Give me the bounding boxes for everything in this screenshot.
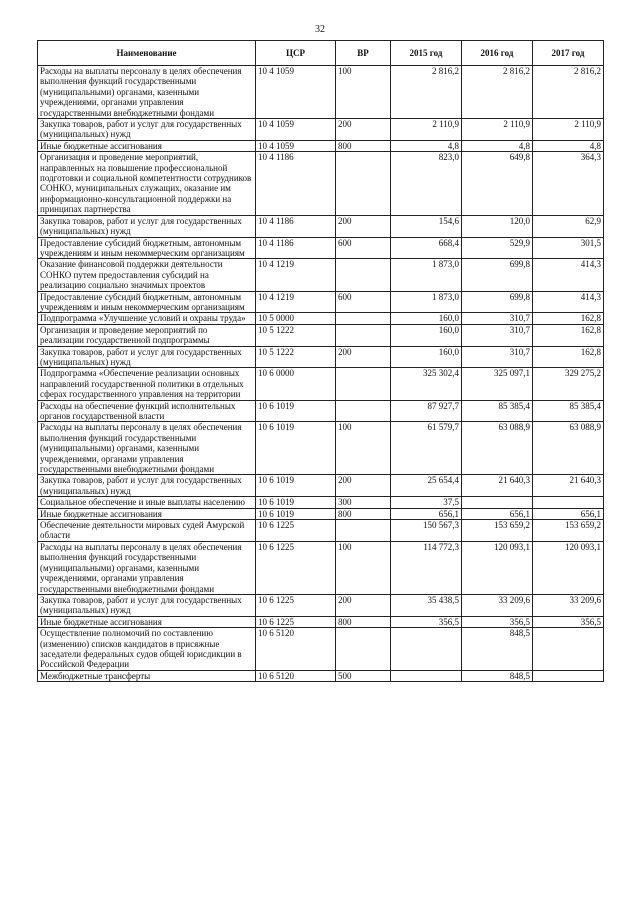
- row-2017: 85 385,4: [533, 400, 604, 422]
- budget-table: [37, 40, 604, 682]
- row-csr: 10 6 5120: [256, 670, 336, 681]
- row-2017: 364,3: [533, 152, 604, 215]
- row-name: Предоставление субсидий бюджетным, автономным учреждениям и иным некоммерческим организациям: [38, 237, 256, 259]
- row-csr: 10 6 1019: [256, 422, 336, 475]
- row-2017: 656,1: [533, 508, 604, 519]
- row-2015: 154,6: [391, 215, 462, 237]
- row-vr: 800: [336, 508, 391, 519]
- row-vr: [336, 368, 391, 400]
- row-2016: 310,7: [462, 324, 533, 346]
- row-name: Организация и проведение мероприятий по реализации государственной подпрограммы: [38, 324, 256, 346]
- header-2017: 2017 год: [533, 41, 604, 66]
- row-2015: 1 873,0: [391, 291, 462, 313]
- row-2016: 120,0: [462, 215, 533, 237]
- row-2016: 529,9: [462, 237, 533, 259]
- row-name: Закупка товаров, работ и услуг для государственных (муниципальных) нужд: [38, 475, 256, 497]
- row-vr: 100: [336, 541, 391, 594]
- row-name: Иные бюджетные ассигнования: [38, 140, 256, 151]
- row-name: Подпрограмма «Улучшение условий и охраны труда»: [38, 313, 256, 324]
- row-2017: 62,9: [533, 215, 604, 237]
- table-row: [38, 237, 604, 259]
- header-csr: ЦСР: [256, 41, 336, 66]
- row-name: Межбюджетные трансферты: [38, 670, 256, 681]
- row-csr: 10 4 1186: [256, 237, 336, 259]
- row-2017: 414,3: [533, 291, 604, 313]
- table-row: [38, 66, 604, 119]
- row-2015: 823,0: [391, 152, 462, 215]
- row-vr: 800: [336, 140, 391, 151]
- row-csr: 10 5 0000: [256, 313, 336, 324]
- row-2017: [533, 497, 604, 508]
- header-name: Наименование: [38, 41, 256, 66]
- row-2016: 21 640,3: [462, 475, 533, 497]
- row-2016: 848,5: [462, 670, 533, 681]
- row-vr: 800: [336, 616, 391, 627]
- row-vr: [336, 628, 391, 671]
- row-name: Расходы на выплаты персоналу в целях обеспечения выполнения функций государственными (муниципальными) органами, казенными учреждениями, органами управления государственными внебюджетными фондами: [38, 66, 256, 119]
- row-2016: 33 209,6: [462, 594, 533, 616]
- row-vr: 200: [336, 346, 391, 368]
- row-csr: 10 4 1186: [256, 152, 336, 215]
- row-vr: 600: [336, 291, 391, 313]
- row-2015: 160,0: [391, 313, 462, 324]
- row-vr: 600: [336, 237, 391, 259]
- row-vr: [336, 520, 391, 542]
- row-name: Закупка товаров, работ и услуг для государственных (муниципальных) нужд: [38, 119, 256, 141]
- table-row: [38, 475, 604, 497]
- row-2015: 668,4: [391, 237, 462, 259]
- row-2015: 25 654,4: [391, 475, 462, 497]
- table-row: [38, 594, 604, 616]
- table-row: [38, 291, 604, 313]
- row-2015: 160,0: [391, 346, 462, 368]
- row-2016: 2 816,2: [462, 66, 533, 119]
- table-row: [38, 520, 604, 542]
- table-body: [38, 66, 604, 682]
- row-vr: 100: [336, 422, 391, 475]
- row-csr: 10 4 1219: [256, 291, 336, 313]
- table-row: [38, 497, 604, 508]
- table-row: [38, 119, 604, 141]
- row-2015: [391, 670, 462, 681]
- row-2015: 150 567,3: [391, 520, 462, 542]
- row-2017: 120 093,1: [533, 541, 604, 594]
- row-csr: 10 6 1225: [256, 594, 336, 616]
- row-2015: 2 110,9: [391, 119, 462, 141]
- row-2016: 120 093,1: [462, 541, 533, 594]
- row-csr: 10 4 1059: [256, 119, 336, 141]
- table-row: [38, 422, 604, 475]
- row-2017: 162,8: [533, 324, 604, 346]
- header-2016: 2016 год: [462, 41, 533, 66]
- table-row: [38, 324, 604, 346]
- row-2016: [462, 497, 533, 508]
- table-row: [38, 140, 604, 151]
- row-2015: 4,8: [391, 140, 462, 151]
- row-name: Закупка товаров, работ и услуг для государственных (муниципальных) нужд: [38, 215, 256, 237]
- row-name: Оказание финансовой поддержки деятельности СОНКО путем предоставления субсидий на реализацию социально значимых проектов: [38, 259, 256, 291]
- row-csr: 10 6 1225: [256, 541, 336, 594]
- table-row: [38, 259, 604, 291]
- row-csr: 10 4 1186: [256, 215, 336, 237]
- row-2015: 1 873,0: [391, 259, 462, 291]
- row-2016: 63 088,9: [462, 422, 533, 475]
- row-2016: 356,5: [462, 616, 533, 627]
- row-csr: 10 4 1059: [256, 140, 336, 151]
- row-name: Организация и проведение мероприятий, направленных на повышение профессиональной подготовки и социальной компетентности сотрудников СОНКО, муниципальных служащих, оказание им информационно-консультационной поддержки на принципах партнерства: [38, 152, 256, 215]
- page-number: 32: [315, 24, 325, 35]
- table-row: [38, 152, 604, 215]
- row-2016: 649,8: [462, 152, 533, 215]
- row-2017: 2 110,9: [533, 119, 604, 141]
- row-vr: [336, 400, 391, 422]
- header-2015: 2015 год: [391, 41, 462, 66]
- row-name: Расходы на выплаты персоналу в целях обеспечения выполнения функций государственными (муниципальными) органами, казенными учреждениями, органами управления государственными внебюджетными фондами: [38, 422, 256, 475]
- row-vr: 100: [336, 66, 391, 119]
- table-row: [38, 670, 604, 681]
- row-name: Закупка товаров, работ и услуг для государственных (муниципальных) нужд: [38, 594, 256, 616]
- row-2017: 356,5: [533, 616, 604, 627]
- row-2016: 85 385,4: [462, 400, 533, 422]
- row-2017: 33 209,6: [533, 594, 604, 616]
- row-vr: 200: [336, 119, 391, 141]
- row-2015: 356,5: [391, 616, 462, 627]
- row-name: Расходы на выплаты персоналу в целях обеспечения выполнения функций государственными (муниципальными) органами, казенными учреждениями, органами управления государственными внебюджетными фондами: [38, 541, 256, 594]
- row-2016: 325 097,1: [462, 368, 533, 400]
- row-2017: 153 659,2: [533, 520, 604, 542]
- row-2015: 2 816,2: [391, 66, 462, 119]
- row-2016: 4,8: [462, 140, 533, 151]
- row-name: Обеспечение деятельности мировых судей Амурской области: [38, 520, 256, 542]
- row-vr: [336, 152, 391, 215]
- row-vr: [336, 313, 391, 324]
- row-vr: 200: [336, 215, 391, 237]
- row-vr: [336, 324, 391, 346]
- row-2015: 87 927,7: [391, 400, 462, 422]
- table-row: [38, 628, 604, 671]
- row-2016: 310,7: [462, 313, 533, 324]
- row-csr: 10 6 1019: [256, 400, 336, 422]
- row-name: Иные бюджетные ассигнования: [38, 616, 256, 627]
- row-2017: 301,5: [533, 237, 604, 259]
- row-2017: 414,3: [533, 259, 604, 291]
- row-2016: 656,1: [462, 508, 533, 519]
- row-csr: 10 6 0000: [256, 368, 336, 400]
- table-row: [38, 541, 604, 594]
- row-csr: 10 6 1019: [256, 508, 336, 519]
- row-2016: 310,7: [462, 346, 533, 368]
- row-2016: 699,8: [462, 291, 533, 313]
- row-2017: 162,8: [533, 346, 604, 368]
- row-vr: 200: [336, 594, 391, 616]
- row-2015: 114 772,3: [391, 541, 462, 594]
- row-csr: 10 6 1225: [256, 520, 336, 542]
- row-2017: 21 640,3: [533, 475, 604, 497]
- table-row: [38, 508, 604, 519]
- row-name: Осуществление полномочий по составлению (изменению) списков кандидатов в присяжные заседатели федеральных судов общей юрисдикции в Российской Федерации: [38, 628, 256, 671]
- row-csr: 10 4 1219: [256, 259, 336, 291]
- row-csr: 10 4 1059: [256, 66, 336, 119]
- row-2015: 656,1: [391, 508, 462, 519]
- row-2017: 63 088,9: [533, 422, 604, 475]
- row-vr: 500: [336, 670, 391, 681]
- row-2017: [533, 670, 604, 681]
- table-row: [38, 400, 604, 422]
- table-row: [38, 313, 604, 324]
- row-2015: 61 579,7: [391, 422, 462, 475]
- row-2017: 329 275,2: [533, 368, 604, 400]
- row-csr: 10 6 1019: [256, 497, 336, 508]
- row-vr: 200: [336, 475, 391, 497]
- row-2015: 35 438,5: [391, 594, 462, 616]
- row-name: Иные бюджетные ассигнования: [38, 508, 256, 519]
- row-2016: 699,8: [462, 259, 533, 291]
- row-2015: [391, 628, 462, 671]
- row-name: Предоставление субсидий бюджетным, автономным учреждениям и иным некоммерческим организациям: [38, 291, 256, 313]
- table-row: [38, 346, 604, 368]
- header-vr: ВР: [336, 41, 391, 66]
- table-row: [38, 616, 604, 627]
- row-2017: 4,8: [533, 140, 604, 151]
- table-row: [38, 215, 604, 237]
- row-csr: 10 6 1019: [256, 475, 336, 497]
- row-csr: 10 6 1225: [256, 616, 336, 627]
- row-vr: [336, 259, 391, 291]
- row-name: Закупка товаров, работ и услуг для государственных (муниципальных) нужд: [38, 346, 256, 368]
- row-2017: [533, 628, 604, 671]
- row-2016: 848,5: [462, 628, 533, 671]
- row-2017: 162,8: [533, 313, 604, 324]
- row-2015: 325 302,4: [391, 368, 462, 400]
- row-2016: 2 110,9: [462, 119, 533, 141]
- row-csr: 10 5 1222: [256, 346, 336, 368]
- row-csr: 10 6 5120: [256, 628, 336, 671]
- row-name: Социальное обеспечение и иные выплаты населению: [38, 497, 256, 508]
- row-2017: 2 816,2: [533, 66, 604, 119]
- row-2015: 37,5: [391, 497, 462, 508]
- table-header: [38, 41, 604, 66]
- row-name: Расходы на обеспечение функций исполнительных органов государственной власти: [38, 400, 256, 422]
- row-name: Подпрограмма «Обеспечение реализации основных направлений государственной политики в отдельных сферах государственного управления на территории: [38, 368, 256, 400]
- header-row: [38, 41, 604, 66]
- table-row: [38, 368, 604, 400]
- row-vr: 300: [336, 497, 391, 508]
- row-2015: 160,0: [391, 324, 462, 346]
- row-csr: 10 5 1222: [256, 324, 336, 346]
- row-2016: 153 659,2: [462, 520, 533, 542]
